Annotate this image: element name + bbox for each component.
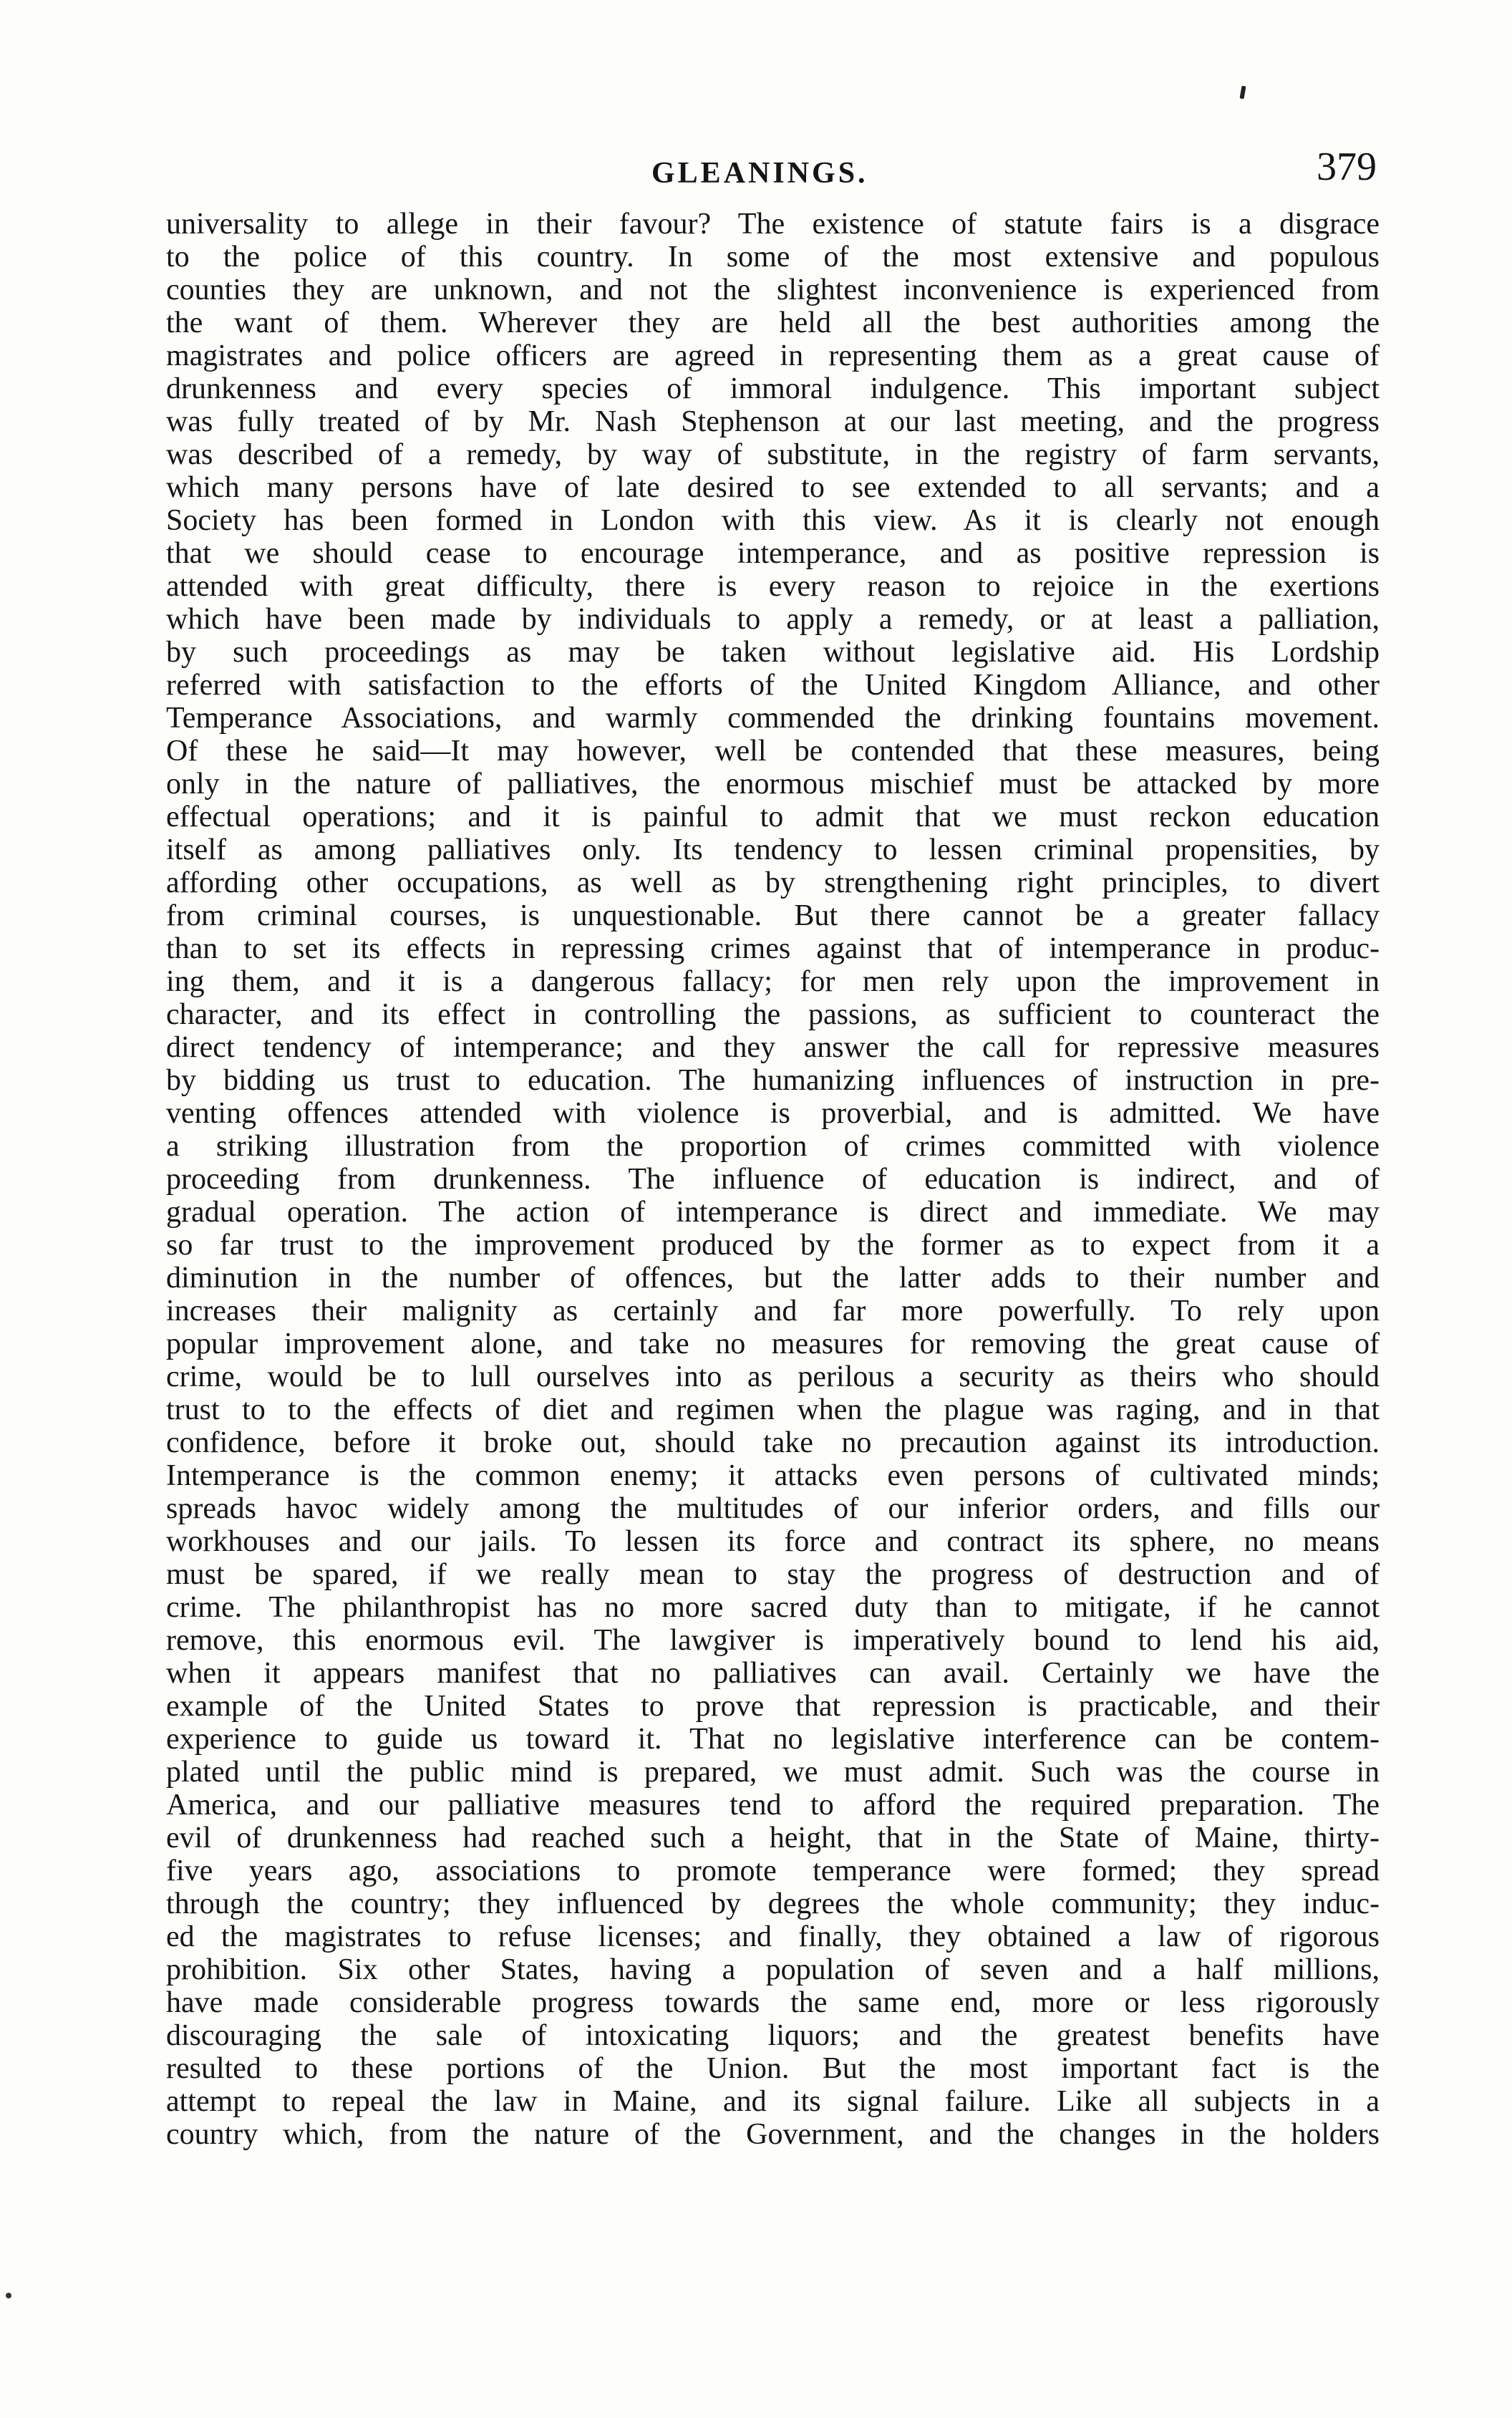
text-line: by such proceedings as may be taken without legislative aid. His Lordship [166,636,1380,669]
text-line: than to set its effects in repressing crimes against that of intemperance in produc- [166,932,1380,965]
text-line: through the country; they influenced by degrees the whole community; they induc- [166,1887,1380,1920]
text-line: ing them, and it is a dangerous fallacy; for men rely upon the improvement in [166,965,1380,998]
text-line: diminution in the number of offences, but the latter adds to their number and [166,1262,1380,1295]
text-line: magistrates and police officers are agreed in representing them as a great cause of [166,339,1380,372]
text-line: America, and our palliative measures tend to afford the required preparation. The [166,1789,1380,1822]
text-line: Intemperance is the common enemy; it attacks even persons of cultivated minds; [166,1459,1380,1492]
text-line: example of the United States to prove that repression is practicable, and their [166,1690,1380,1723]
text-line: experience to guide us toward it. That no legislative interference can be contem- [166,1723,1380,1756]
text-line: country which, from the nature of the Government, and the changes in the holders [166,2118,1380,2151]
text-line: popular improvement alone, and take no measures for removing the great cause of [166,1328,1380,1360]
text-line: proceeding from drunkenness. The influence of education is indirect, and of [166,1163,1380,1196]
text-line: remove, this enormous evil. The lawgiver is imperatively bound to lend his aid, [166,1624,1380,1657]
text-line: direct tendency of intemperance; and they answer the call for repressive measures [166,1031,1380,1064]
text-line: prohibition. Six other States, having a population of seven and a half millions, [166,1953,1380,1986]
text-line: effectual operations; and it is painful to admit that we must reckon education [166,801,1380,833]
text-line: the want of them. Wherever they are held all the best authorities among the [166,306,1380,339]
text-line: confidence, before it broke out, should take no precaution against its introduction. [166,1426,1380,1459]
text-line: that we should cease to encourage intemperance, and as positive repression is [166,537,1380,570]
text-line: evil of drunkenness had reached such a height, that in the State of Maine, thirty- [166,1822,1380,1854]
text-line: counties they are unknown, and not the slightest inconvenience is experienced from [166,274,1380,306]
text-line: gradual operation. The action of intemperance is direct and immediate. We may [166,1196,1380,1229]
text-line: Of these he said—It may however, well be contended that these measures, being [166,735,1380,768]
text-line: drunkenness and every species of immoral indulgence. This important subject [166,372,1380,405]
text-line: when it appears manifest that no palliatives can avail. Certainly we have the [166,1657,1380,1690]
text-line: only in the nature of palliatives, the enormous mischief must be attacked by more [166,768,1380,801]
text-line: trust to to the effects of diet and regimen when the plague was raging, and in that [166,1393,1380,1426]
text-line: Society has been formed in London with this view. As it is clearly not enough [166,504,1380,537]
page-header [166,147,1380,197]
text-line: was fully treated of by Mr. Nash Stephenson at our last meeting, and the progress [166,405,1380,438]
text-line: which have been made by individuals to apply a remedy, or at least a palliation, [166,603,1380,636]
text-line: a striking illustration from the proportion of crimes committed with violence [166,1130,1380,1163]
text-line: itself as among palliatives only. Its tendency to lessen criminal propensities, by [166,833,1380,866]
margin-ink-mark [6,2293,11,2298]
page-number: 379 [1317,145,1377,189]
text-line: by bidding us trust to education. The humanizing influences of instruction in pre- [166,1064,1380,1097]
text-line: attempt to repeal the law in Maine, and its signal failure. Like all subjects in a [166,2085,1380,2118]
text-line: affording other occupations, as well as by strengthening right principles, to divert [166,866,1380,899]
text-line: discouraging the sale of intoxicating liquors; and the greatest benefits have [166,2019,1380,2052]
text-line: plated until the public mind is prepared, we must admit. Such was the course in [166,1756,1380,1789]
text-line: universality to allege in their favour? The existence of statute fairs is a disgrace [166,208,1380,241]
text-line: so far trust to the improvement produced by the former as to expect from it a [166,1229,1380,1262]
text-line: attended with great difficulty, there is every reason to rejoice in the exertions [166,570,1380,603]
text-line: from criminal courses, is unquestionable. But there cannot be a greater fallacy [166,899,1380,932]
text-line: must be spared, if we really mean to stay the progress of destruction and of [166,1558,1380,1591]
text-line: Temperance Associations, and warmly commended the drinking fountains movement. [166,702,1380,735]
text-line: have made considerable progress towards the same end, more or less rigorously [166,1986,1380,2019]
text-line: character, and its effect in controlling the passions, as sufficient to counteract the [166,998,1380,1031]
ink-speck-mark [1239,86,1246,100]
running-title: GLEANINGS. [651,157,868,190]
text-line: crime, would be to lull ourselves into as perilous a security as theirs who should [166,1360,1380,1393]
text-line: crime. The philanthropist has no more sacred duty than to mitigate, if he cannot [166,1591,1380,1624]
text-line: was described of a remedy, by way of substitute, in the registry of farm servants, [166,438,1380,471]
text-line: spreads havoc widely among the multitudes of our inferior orders, and fills our [166,1492,1380,1525]
text-line: venting offences attended with violence is proverbial, and is admitted. We have [166,1097,1380,1130]
text-line: referred with satisfaction to the efforts of the United Kingdom Alliance, and other [166,669,1380,702]
text-line: which many persons have of late desired to see extended to all servants; and a [166,471,1380,504]
text-line: increases their malignity as certainly and far more powerfully. To rely upon [166,1295,1380,1328]
text-line: resulted to these portions of the Union. But the most important fact is the [166,2052,1380,2085]
text-line: five years ago, associations to promote temperance were formed; they spread [166,1854,1380,1887]
text-line: to the police of this country. In some of the most extensive and populous [166,241,1380,274]
body-text [166,208,1380,2151]
text-line: ed the magistrates to refuse licenses; and finally, they obtained a law of rigorous [166,1920,1380,1953]
text-line: workhouses and our jails. To lessen its force and contract its sphere, no means [166,1525,1380,1558]
